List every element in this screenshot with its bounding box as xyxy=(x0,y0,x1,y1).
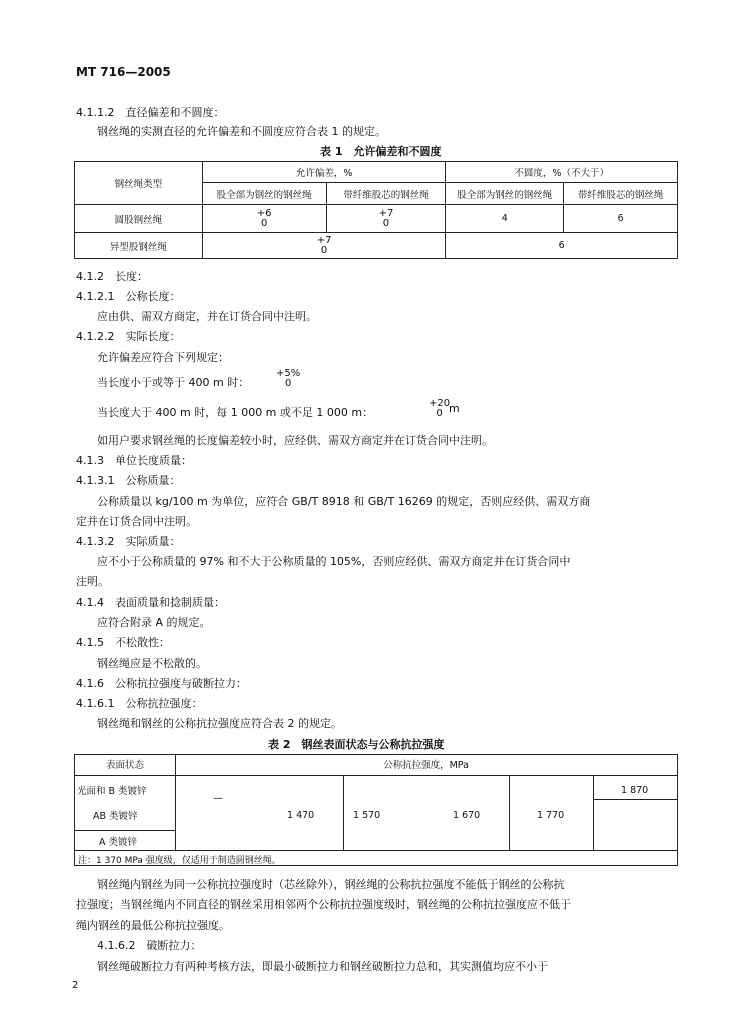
paragraph: 当长度小于或等于 400 m 时： xyxy=(97,376,250,389)
section-4-1-2-2: 4.1.2.2 实际长度： xyxy=(76,330,181,343)
table1-cell: 6 xyxy=(564,205,678,233)
table2-row-label: 光面和 B 类镀锌 xyxy=(77,786,147,797)
table1-cell: +7 0 xyxy=(202,233,446,259)
table2-divider xyxy=(75,830,175,831)
paragraph: 应不小于公称质量的 97% 和不大于公称质量的 105%，否则应经供、需双方商定并在订货合同中 xyxy=(97,555,571,568)
paragraph: 钢丝绳内钢丝为同一公称抗拉强度时（芯丝除外），钢丝绳的公称抗拉强度不能低于钢丝的公称抗 xyxy=(97,878,565,891)
paragraph: 钢丝绳的实测直径的允许偏差和不圆度应符合表 1 的规定。 xyxy=(97,125,386,138)
table2-row-label: A 类镀锌 xyxy=(99,837,138,848)
table1-subheader: 股全部为钢丝的钢丝绳 xyxy=(446,183,564,205)
table1 xyxy=(74,161,678,259)
table2-value: 1 770 xyxy=(537,810,565,821)
section-4-1-2: 4.1.2 长度： xyxy=(76,270,148,283)
paragraph: 如用户要求钢丝绳的长度偏差较小时，应经供、需双方商定并在订货合同中注明。 xyxy=(97,434,493,447)
paragraph: 钢丝绳和钢丝的公称抗拉强度应符合表 2 的规定。 xyxy=(97,717,342,730)
table1-cell: +7 0 xyxy=(326,205,446,233)
table2-value: 1 870 xyxy=(621,785,649,796)
paragraph: 注明。 xyxy=(76,575,109,588)
table2-divider xyxy=(509,775,510,850)
table2-dash: — xyxy=(213,793,223,804)
paragraph: 钢丝绳破断拉力有两种考核方法，即最小破断拉力和钢丝破断拉力总和，其实测值均应不小于 xyxy=(97,960,548,973)
table2-value: 1 570 xyxy=(353,810,381,821)
table2-row-label: AB 类镀锌 xyxy=(93,811,138,822)
document-header: MT 716—2005 xyxy=(76,65,171,79)
section-4-1-6-2: 4.1.6.2 破断拉力： xyxy=(97,939,202,952)
table2-divider xyxy=(343,775,344,850)
table1-row-name: 圆股钢丝绳 xyxy=(75,205,203,233)
table1-cell: 4 xyxy=(446,205,564,233)
paragraph: 钢丝绳应是不松散的。 xyxy=(97,657,207,670)
table1-row-name: 异型股钢丝绳 xyxy=(75,233,203,259)
table2-divider xyxy=(593,775,594,850)
paragraph: 拉强度；当钢丝绳内不同直径的钢丝采用相邻两个公称抗拉强度级时，钢丝绳的公称抗拉强度应不低于 xyxy=(76,898,571,911)
section-4-1-2-1: 4.1.2.1 公称长度： xyxy=(76,290,181,303)
table2-header-strength: 公称抗拉强度，MPa xyxy=(383,760,469,771)
length-tolerance-1000: +20 0 xyxy=(429,398,451,419)
table2-caption: 表 2 钢丝表面状态与公称抗拉强度 xyxy=(268,738,445,751)
section-4-1-6: 4.1.6 公称抗拉强度与破断拉力： xyxy=(76,677,247,690)
page-number: 2 xyxy=(72,980,79,991)
table1-subheader: 带纤维股芯的钢丝绳 xyxy=(326,183,446,205)
table1-cell: 6 xyxy=(446,233,678,259)
section-4-1-3: 4.1.3 单位长度质量： xyxy=(76,454,192,467)
paragraph: 允许偏差应符合下列规定： xyxy=(97,351,229,364)
table1-header-roundness: 不圆度，%（不大于） xyxy=(446,162,678,183)
table1-caption: 表 1 允许偏差和不圆度 xyxy=(320,145,442,158)
table2-divider xyxy=(75,850,677,851)
section-4-1-5: 4.1.5 不松散性： xyxy=(76,636,170,649)
section-4-1-4: 4.1.4 表面质量和捻制质量： xyxy=(76,596,225,609)
table2 xyxy=(74,754,678,866)
paragraph: 应符合附录 A 的规定。 xyxy=(97,616,211,629)
paragraph: 定并在订货合同中注明。 xyxy=(76,515,197,528)
table2-note: 注：1 370 MPa 强度级，仅适用于制造圆钢丝绳。 xyxy=(78,856,281,866)
table1-header-type: 钢丝绳类型 xyxy=(75,162,203,205)
section-4-1-3-1: 4.1.3.1 公称质量： xyxy=(76,474,181,487)
section-4-1-1-2: 4.1.1.2 直径偏差和不圆度： xyxy=(76,106,225,119)
table1-subheader: 股全部为钢丝的钢丝绳 xyxy=(202,183,326,205)
table1-subheader: 带纤维股芯的钢丝绳 xyxy=(564,183,678,205)
paragraph: 应由供、需双方商定，并在订货合同中注明。 xyxy=(97,310,317,323)
table2-value: 1 670 xyxy=(453,810,481,821)
section-4-1-3-2: 4.1.3.2 实际质量： xyxy=(76,535,181,548)
table2-divider xyxy=(175,755,176,850)
table2-divider xyxy=(593,799,677,800)
paragraph: 公称质量以 kg/100 m 为单位，应符合 GB/T 8918 和 GB/T 16269 的规定，否则应经供、需双方商 xyxy=(97,495,591,508)
section-4-1-6-1: 4.1.6.1 公称抗拉强度： xyxy=(76,697,203,710)
table2-value: 1 470 xyxy=(287,810,315,821)
paragraph: 当长度大于 400 m 时，每 1 000 m 或不足 1 000 m： xyxy=(97,406,374,419)
table1-header-tolerance: 允许偏差，% xyxy=(202,162,446,183)
table2-header-state: 表面状态 xyxy=(105,760,144,771)
paragraph: 绳内钢丝的最低公称抗拉强度。 xyxy=(76,919,230,932)
table1-cell: +6 0 xyxy=(202,205,326,233)
length-tolerance-400: +5% 0 xyxy=(276,368,301,389)
unit-m: m xyxy=(449,402,460,415)
